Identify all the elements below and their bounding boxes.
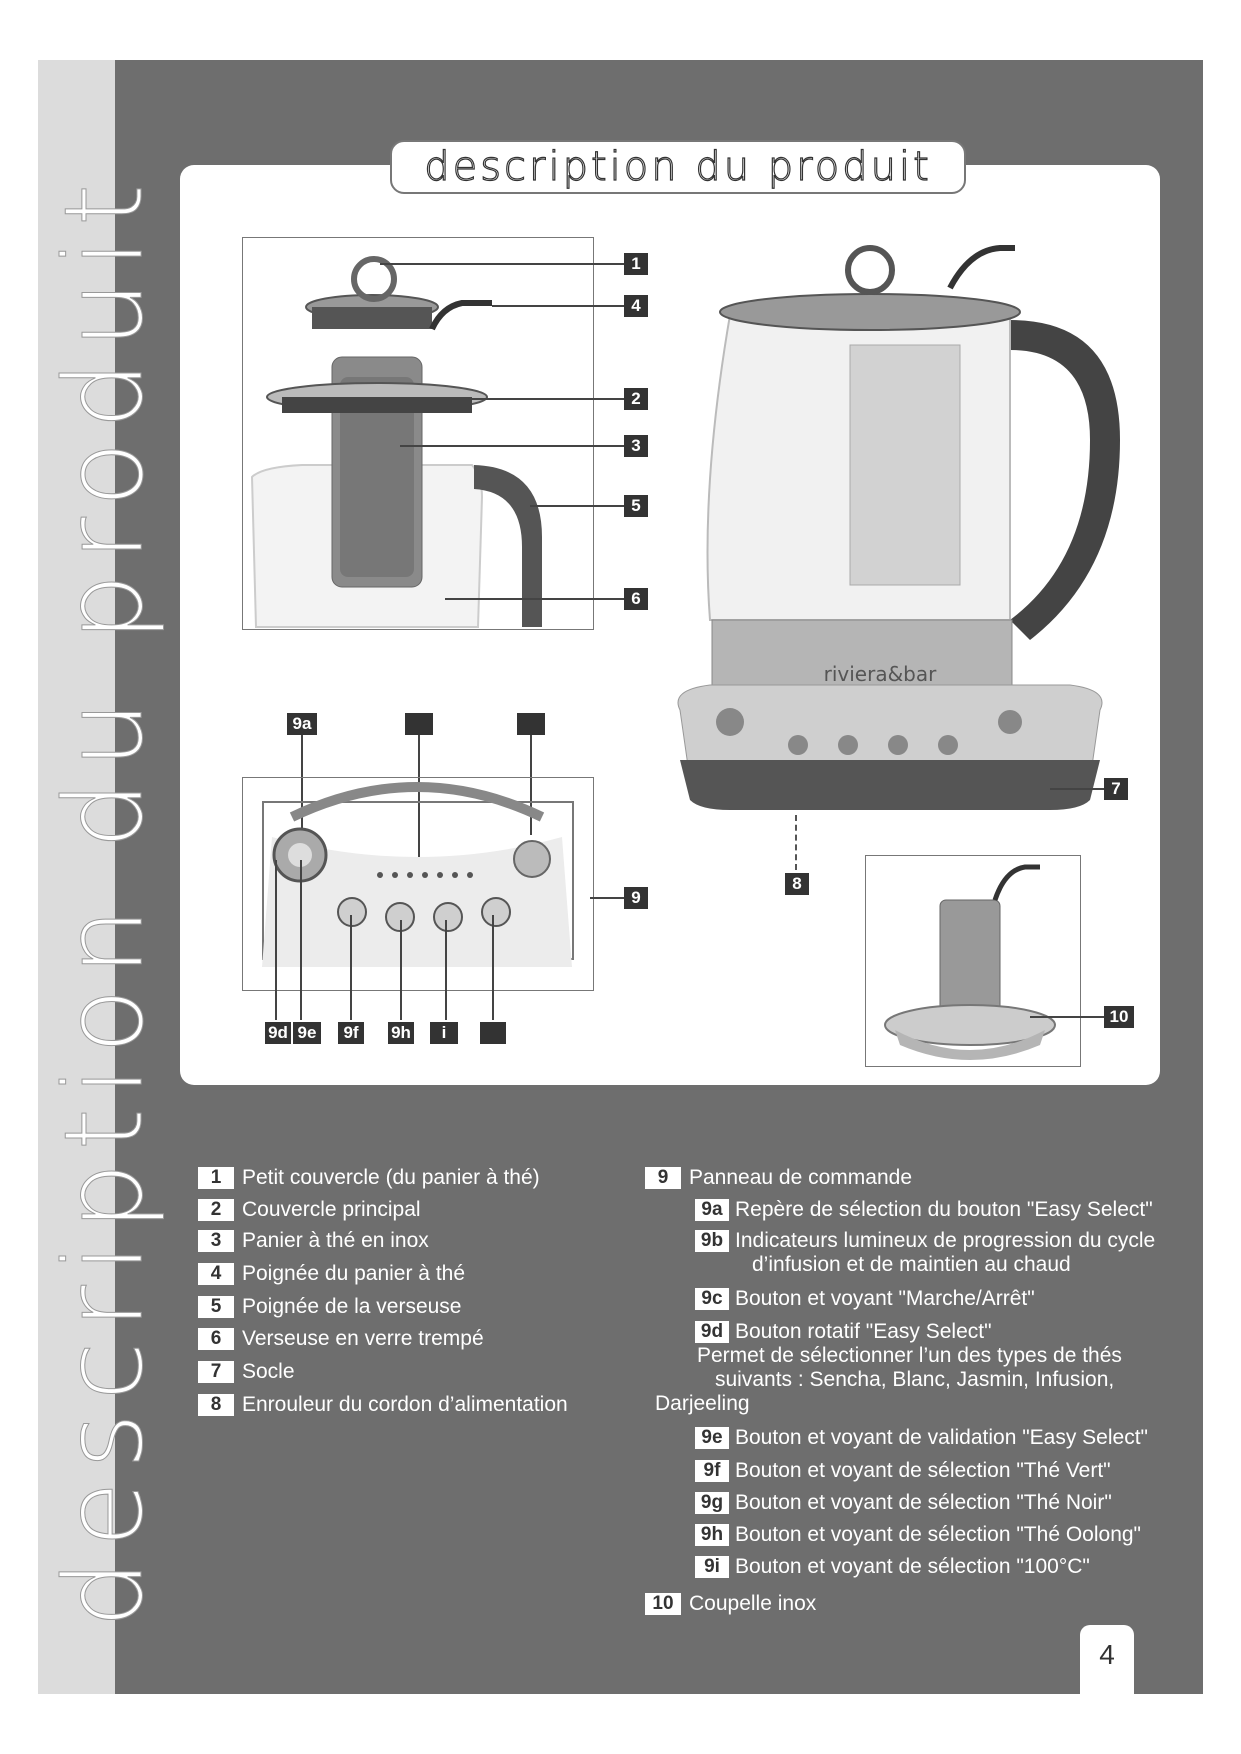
legend-item-9d: 9d Bouton rotatif "Easy Select" — [695, 1320, 992, 1344]
leader-line-9g — [400, 920, 402, 1020]
leader-line-8 — [795, 815, 797, 870]
leader-line-9h — [445, 920, 447, 1020]
legend-item-9c: 9c Bouton et voyant "Marche/Arrêt" — [695, 1287, 1035, 1311]
legend-item-2: 2 Couvercle principal — [198, 1198, 421, 1222]
callout-9h: 9h — [388, 1022, 414, 1044]
legend-9d-desc-3: Darjeeling — [655, 1392, 750, 1415]
brand-logo: riviera&bar — [823, 662, 937, 686]
exploded-view-illustration — [242, 237, 594, 630]
legend-item-9i: 9i Bouton et voyant de sélection "100°C" — [695, 1555, 1090, 1579]
coupelle-illustration — [865, 855, 1081, 1067]
callout-3: 3 — [624, 435, 648, 457]
legend-item-4: 4 Poignée du panier à thé — [198, 1262, 465, 1286]
leader-line-9f — [350, 915, 352, 1020]
callout-9i: i — [430, 1022, 458, 1044]
callout-9c — [517, 713, 545, 735]
legend-item-6: 6 Verseuse en verre trempé — [198, 1327, 484, 1351]
control-panel-illustration — [242, 777, 594, 991]
legend-item-9: 9 Panneau de commande — [645, 1166, 912, 1190]
leader-line-9e — [300, 860, 302, 1020]
callout-9a: 9a — [287, 713, 317, 735]
legend-item-9g: 9g Bouton et voyant de sélection "Thé Noir" — [695, 1491, 1112, 1515]
legend-item-7: 7 Socle — [198, 1360, 295, 1384]
legend-item-9e: 9e Bouton et voyant de validation "Easy Select" — [695, 1426, 1148, 1450]
callout-6: 6 — [624, 588, 648, 610]
callout-8: 8 — [785, 873, 809, 895]
legend-item-5: 5 Poignée de la verseuse — [198, 1295, 462, 1319]
leader-line-10 — [1030, 1016, 1104, 1018]
legend-item-9h: 9h Bouton et voyant de sélection "Thé Oolong" — [695, 1523, 1141, 1547]
legend-item-8: 8 Enrouleur du cordon d’alimentation — [198, 1393, 568, 1417]
kettle-illustration — [670, 240, 1130, 825]
legend-item-9b-cont: d’infusion et de maintien au chaud — [752, 1253, 1071, 1276]
legend-item-3: 3 Panier à thé en inox — [198, 1229, 429, 1253]
callout-4: 4 — [624, 295, 648, 317]
leader-line-1 — [380, 263, 624, 265]
page-number: 4 — [1080, 1625, 1134, 1694]
callout-9: 9 — [624, 887, 648, 909]
callout-5: 5 — [624, 495, 648, 517]
callout-1: 1 — [624, 253, 648, 275]
leader-line-3 — [400, 445, 624, 447]
callout-9b — [405, 713, 433, 735]
legend-9d-desc-2: suivants : Sencha, Blanc, Jasmin, Infusion, — [715, 1368, 1115, 1391]
callout-10: 10 — [1104, 1006, 1134, 1028]
leader-line-9 — [590, 897, 624, 899]
side-title: description du produit — [42, 171, 167, 1629]
leader-line-5 — [530, 505, 624, 507]
leader-line-9d — [275, 860, 277, 1020]
card-title: description du produit — [390, 140, 966, 194]
legend-item-10: 10 Coupelle inox — [645, 1592, 816, 1616]
leader-line-7 — [1050, 788, 1104, 790]
legend-item-9b: 9b Indicateurs lumineux de progression du cycle — [695, 1229, 1155, 1253]
legend-item-9f: 9f Bouton et voyant de sélection "Thé Vert" — [695, 1459, 1111, 1483]
leader-line-9i — [492, 915, 494, 1020]
callout-7: 7 — [1104, 778, 1128, 800]
callout-2: 2 — [624, 388, 648, 410]
leader-line-4 — [492, 305, 624, 307]
callout-9f: 9f — [338, 1022, 364, 1044]
leader-line-2 — [470, 398, 624, 400]
callout-9d: 9d — [265, 1022, 291, 1044]
legend-item-1: 1 Petit couvercle (du panier à thé) — [198, 1166, 540, 1190]
callout-blank — [480, 1022, 506, 1044]
legend-item-9a: 9a Repère de sélection du bouton "Easy Select" — [695, 1198, 1153, 1222]
leader-line-6 — [445, 598, 624, 600]
callout-9e: 9e — [293, 1022, 321, 1044]
legend-9d-desc-1: Permet de sélectionner l’un des types de thés — [697, 1344, 1122, 1367]
